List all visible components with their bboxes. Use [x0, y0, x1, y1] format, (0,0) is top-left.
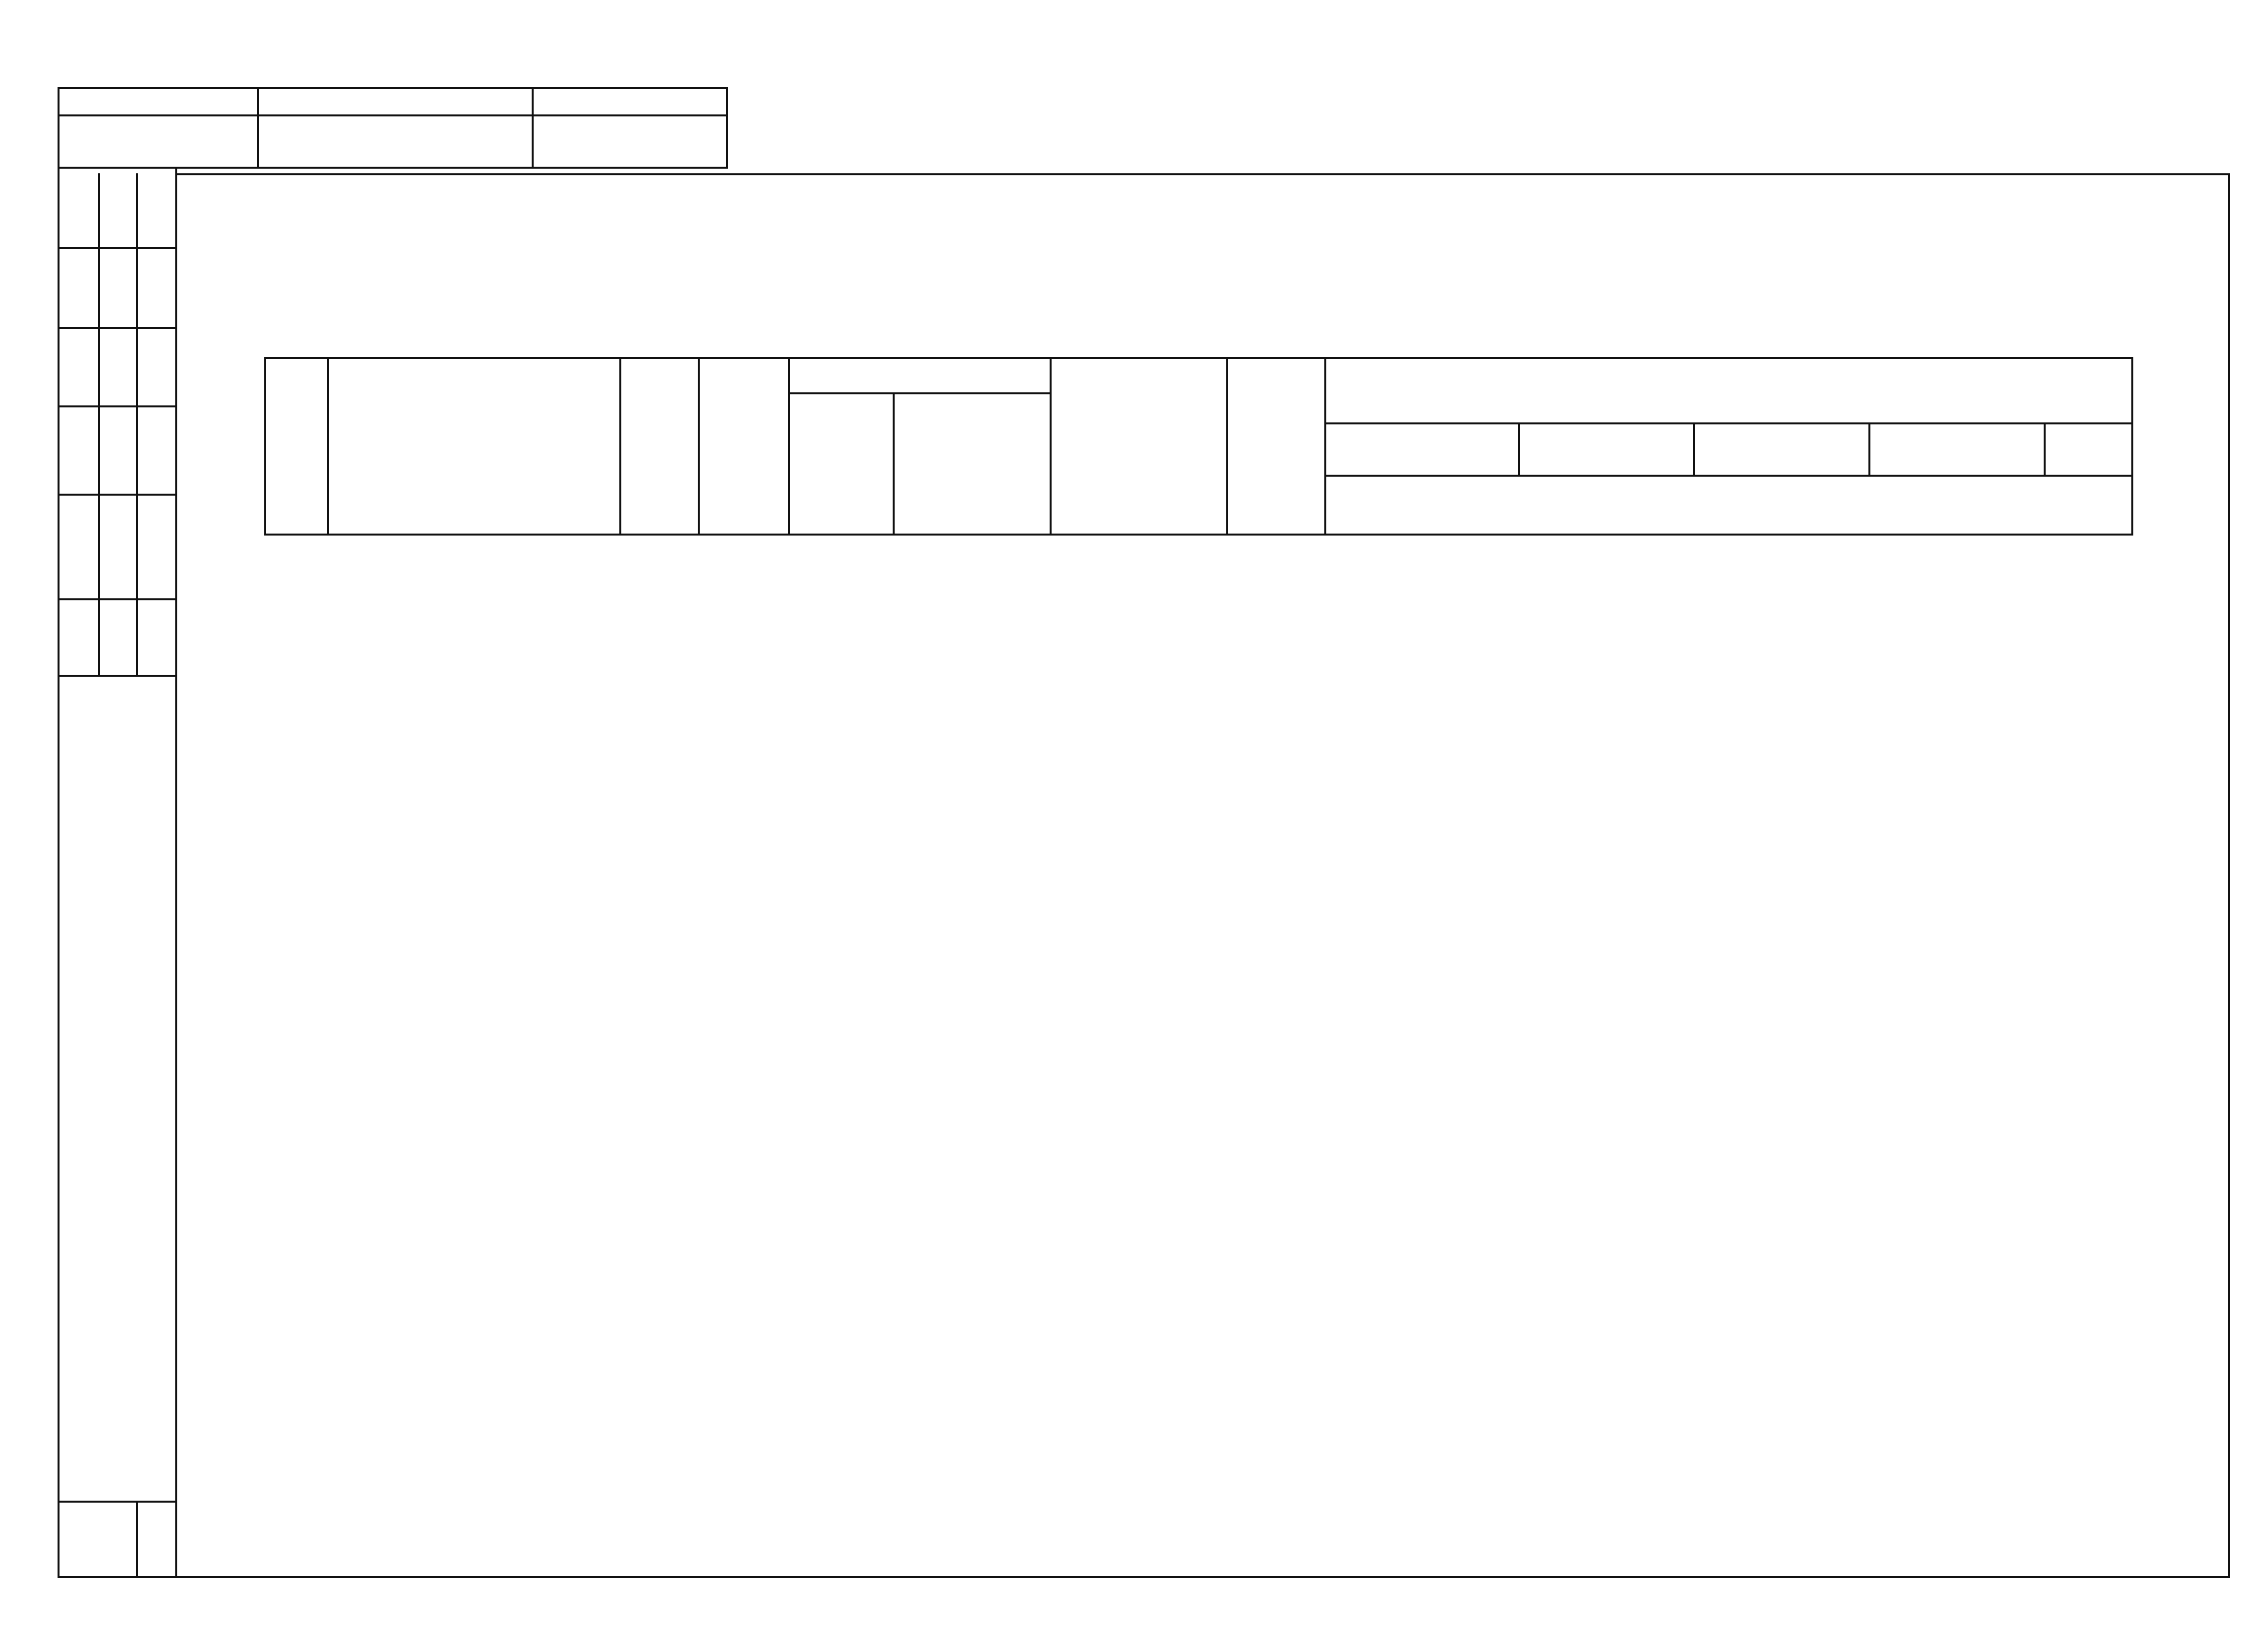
- frame-bottom: [58, 1576, 2230, 1578]
- header-shifts: [1326, 358, 2133, 424]
- shift-number: [1870, 424, 2045, 476]
- schedule-table: [264, 357, 2133, 627]
- stamp-replace-inv: [532, 87, 728, 169]
- side-grid-row: [58, 405, 177, 407]
- side-grid-row: [58, 327, 177, 329]
- side-grid-col3: [136, 1501, 138, 1578]
- side-grid-row: [58, 247, 177, 249]
- shift-number: [2045, 424, 2133, 476]
- shift-number: [1519, 424, 1694, 476]
- side-grid-row: [58, 1501, 177, 1503]
- header-unit: [621, 358, 699, 535]
- header-name: [328, 358, 621, 535]
- header-labor: [789, 358, 1051, 394]
- header-machinist: [894, 394, 1051, 535]
- stamp-sign-date: [257, 87, 534, 169]
- stamp-inv-no: [58, 87, 259, 169]
- shift-number: [1694, 424, 1870, 476]
- header-no: [266, 358, 328, 535]
- side-grid-row: [58, 598, 177, 600]
- shift-number: [1326, 424, 1519, 476]
- frame-left-inner: [175, 169, 177, 1578]
- side-grid-row: [58, 675, 177, 677]
- stamp-divider: [58, 114, 728, 116]
- side-grid-row: [58, 494, 177, 496]
- frame-right: [2228, 173, 2230, 1578]
- header-volume: [699, 358, 789, 535]
- header-workers: [789, 394, 894, 535]
- header-crew: [1051, 358, 1228, 535]
- header-hours: [1326, 476, 2133, 535]
- frame-top: [175, 173, 2230, 175]
- header-duration: [1228, 358, 1326, 535]
- frame-left-outer: [58, 169, 60, 1578]
